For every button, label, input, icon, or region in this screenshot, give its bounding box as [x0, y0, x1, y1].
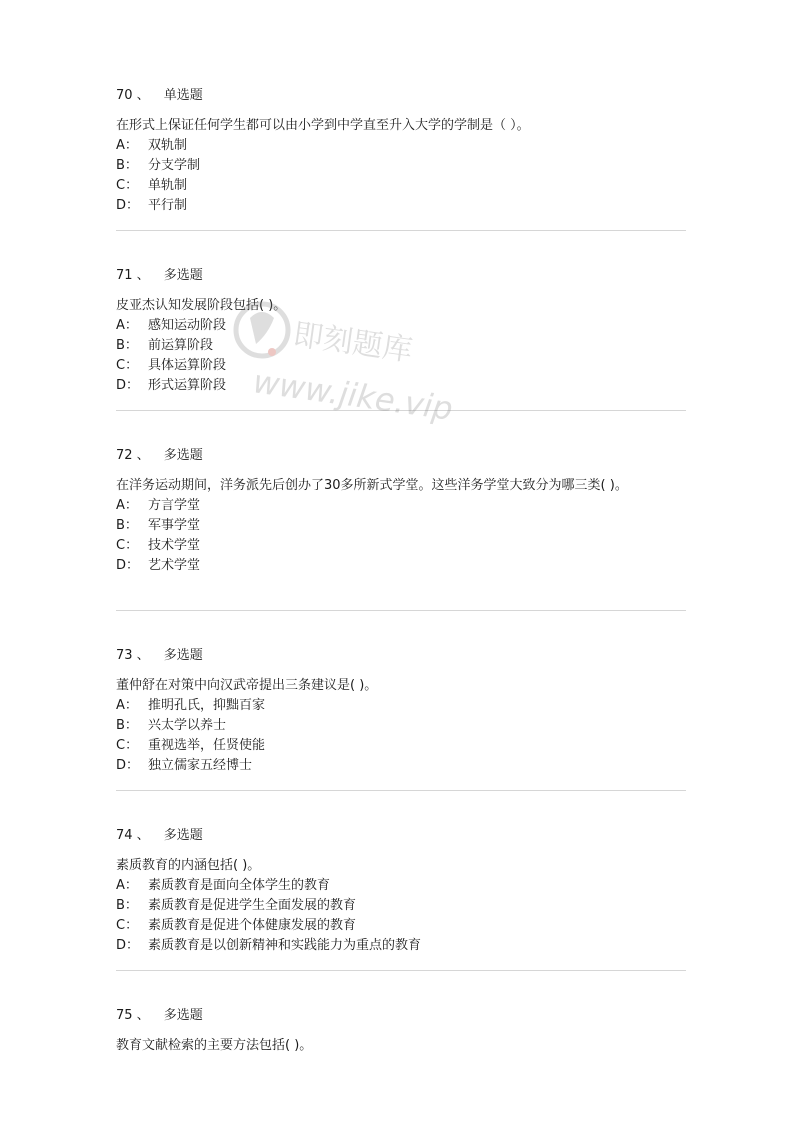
question-70	[116, 86, 686, 216]
option-text: 分支学制	[148, 158, 201, 173]
question-header	[116, 446, 686, 466]
option-text: 平行制	[148, 198, 188, 213]
option-d	[116, 376, 686, 396]
question-type: 多选题	[163, 448, 203, 463]
option-letter: D：	[116, 938, 140, 953]
option-a	[116, 696, 686, 716]
option-letter: B：	[116, 898, 138, 913]
option-letter: B：	[116, 338, 138, 353]
question-type: 多选题	[163, 268, 203, 283]
option-text: 双轨制	[148, 138, 188, 153]
question-stem: 在形式上保证任何学生都可以由小学到中学直至升入大学的学制是（ ）。	[116, 118, 530, 133]
option-c	[116, 176, 686, 196]
question-number: 70 、	[116, 88, 150, 103]
option-b	[116, 156, 686, 176]
question-number: 74 、	[116, 828, 150, 843]
option-letter: A：	[116, 138, 138, 153]
question-divider	[116, 970, 686, 971]
question-73	[116, 646, 686, 776]
option-letter: C：	[116, 918, 139, 933]
question-type: 多选题	[163, 1008, 203, 1023]
option-text: 形式运算阶段	[148, 378, 227, 393]
option-letter: A：	[116, 498, 138, 513]
option-text: 感知运动阶段	[148, 318, 227, 333]
option-text: 单轨制	[148, 178, 188, 193]
question-stem: 教育文献检索的主要方法包括( )。	[116, 1038, 313, 1053]
option-letter: A：	[116, 318, 138, 333]
question-header	[116, 826, 686, 846]
question-stem: 素质教育的内涵包括( )。	[116, 858, 261, 873]
question-type: 多选题	[163, 828, 203, 843]
option-text: 前运算阶段	[148, 338, 214, 353]
option-a	[116, 876, 686, 896]
watermark-brand: 即刻题库	[290, 317, 415, 369]
question-header	[116, 266, 686, 286]
option-b	[116, 896, 686, 916]
question-divider	[116, 790, 686, 791]
option-letter: C：	[116, 538, 139, 553]
question-stem: 董仲舒在对策中向汉武帝提出三条建议是( )。	[116, 678, 378, 693]
option-d	[116, 936, 686, 956]
option-letter: A：	[116, 698, 138, 713]
question-header	[116, 646, 686, 666]
option-letter: D：	[116, 558, 140, 573]
option-c	[116, 356, 686, 376]
option-text: 技术学堂	[148, 538, 201, 553]
option-d	[116, 556, 686, 576]
option-c	[116, 916, 686, 936]
option-text: 兴太学以养士	[148, 718, 227, 733]
option-text: 素质教育是促进学生全面发展的教育	[148, 898, 357, 913]
question-divider	[116, 230, 686, 231]
question-74	[116, 826, 686, 956]
question-type: 单选题	[163, 88, 203, 103]
option-a	[116, 316, 686, 336]
option-text: 独立儒家五经博士	[148, 758, 253, 773]
option-letter: B：	[116, 518, 138, 533]
option-b	[116, 716, 686, 736]
option-text: 艺术学堂	[148, 558, 201, 573]
option-b	[116, 336, 686, 356]
question-75	[116, 1006, 686, 1056]
option-text: 素质教育是面向全体学生的教育	[148, 878, 331, 893]
question-header	[116, 1006, 686, 1026]
option-d	[116, 196, 686, 216]
question-stem: 皮亚杰认知发展阶段包括( )。	[116, 298, 287, 313]
option-letter: C：	[116, 358, 139, 373]
option-text: 重视选举，任贤使能	[148, 738, 266, 753]
option-c	[116, 736, 686, 756]
watermark-url: www.jike.vip	[250, 362, 456, 428]
question-number: 75 、	[116, 1008, 150, 1023]
option-letter: C：	[116, 738, 139, 753]
option-text: 推明孔氏，抑黜百家	[148, 698, 266, 713]
question-header	[116, 86, 686, 106]
question-71	[116, 266, 686, 396]
question-divider	[116, 610, 686, 611]
question-type: 多选题	[163, 648, 203, 663]
option-letter: D：	[116, 378, 140, 393]
question-divider	[116, 410, 686, 411]
option-c	[116, 536, 686, 556]
option-letter: D：	[116, 758, 140, 773]
question-number: 71 、	[116, 268, 150, 283]
option-letter: D：	[116, 198, 140, 213]
option-text: 具体运算阶段	[148, 358, 227, 373]
option-letter: A：	[116, 878, 138, 893]
option-text: 方言学堂	[148, 498, 201, 513]
option-text: 军事学堂	[148, 518, 201, 533]
option-a	[116, 496, 686, 516]
option-text: 素质教育是促进个体健康发展的教育	[148, 918, 357, 933]
question-number: 72 、	[116, 448, 150, 463]
option-d	[116, 756, 686, 776]
question-72	[116, 446, 686, 576]
question-stem: 在洋务运动期间，洋务派先后创办了30多所新式学堂。这些洋务学堂大致分为哪三类( )。	[116, 478, 628, 493]
option-letter: C：	[116, 178, 139, 193]
option-text: 素质教育是以创新精神和实践能力为重点的教育	[148, 938, 422, 953]
option-a	[116, 136, 686, 156]
option-letter: B：	[116, 718, 138, 733]
option-letter: B：	[116, 158, 138, 173]
option-b	[116, 516, 686, 536]
question-number: 73 、	[116, 648, 150, 663]
